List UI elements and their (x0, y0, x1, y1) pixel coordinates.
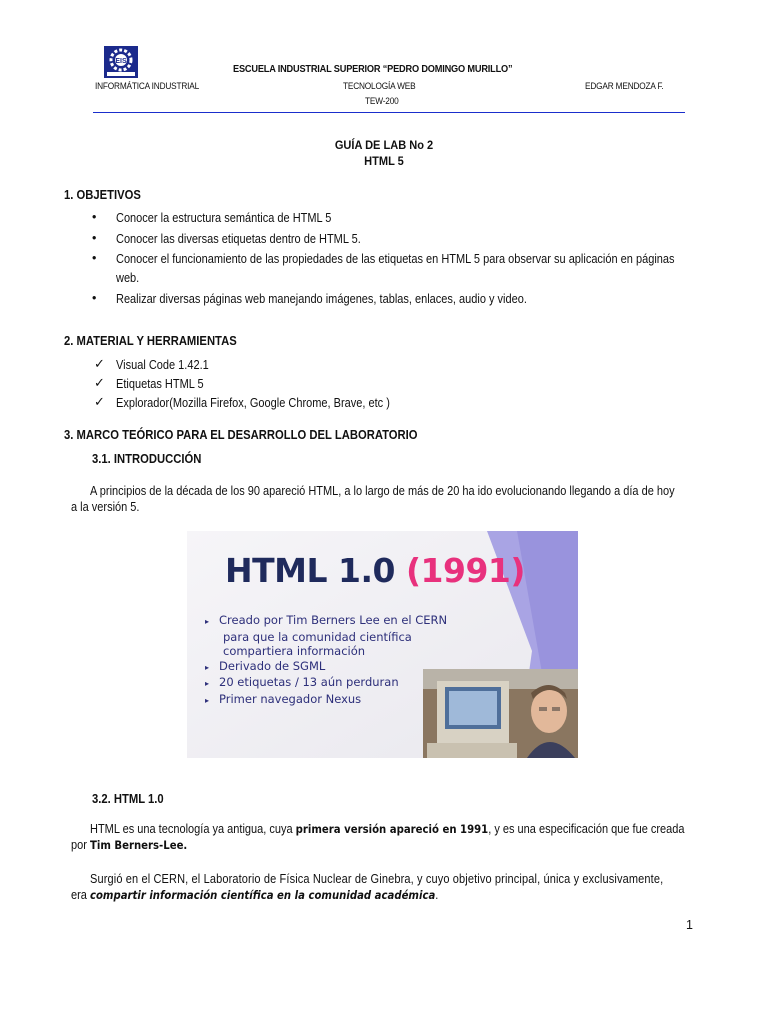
html10-heading: 3.2. HTML 1.0 (92, 792, 164, 806)
material-item: Etiquetas HTML 5 (116, 377, 204, 391)
bullet-dot: • (92, 210, 97, 224)
doc-subtitle: HTML 5 (364, 154, 404, 168)
html10-paragraph2-line2: era compartir información científica en la comunidad académica. (71, 888, 439, 902)
slide-bullet: ▸ Creado por Tim Berners Lee en el CERN (205, 613, 448, 627)
bold-italic-purpose: compartir información científica en la comunidad académica (89, 888, 436, 902)
slide-bullet: ▸ 20 etiquetas / 13 aún perduran (205, 675, 399, 689)
objective-item: Conocer las diversas etiquetas dentro de HTML 5. (116, 232, 361, 246)
header-school: ESCUELA INDUSTRIAL SUPERIOR “PEDRO DOMINGO MURILLO” (233, 64, 513, 75)
objective-item: Conocer el funcionamiento de las propiedades de las etiquetas en HTML 5 para observar su aplicación en páginas (116, 252, 675, 266)
header-code: TEW-200 (365, 96, 399, 106)
bold-author: Tim Berners-Lee. (89, 838, 188, 852)
doc-title: GUÍA DE LAB No 2 (334, 138, 434, 152)
bullet-dot: • (92, 251, 97, 265)
objective-item: Realizar diversas páginas web manejando imágenes, tablas, enlaces, audio y video. (116, 292, 527, 306)
material-item: Explorador(Mozilla Firefox, Google Chrome, Brave, etc ) (116, 396, 390, 410)
slide-title-text: HTML 1.0 (225, 551, 395, 590)
materials-heading: 2. MATERIAL Y HERRAMIENTAS (64, 334, 237, 348)
school-logo (104, 46, 138, 78)
objective-item: Conocer la estructura semántica de HTML 5 (116, 211, 332, 225)
theory-heading: 3. MARCO TEÓRICO PARA EL DESARROLLO DEL LABORATORIO (64, 428, 418, 442)
svg-text:EIS: EIS (115, 58, 127, 65)
intro-heading: 3.1. INTRODUCCIÓN (92, 452, 202, 466)
slide-bullet: ▸ Derivado de SGML (205, 658, 326, 673)
bold-first-version: primera versión apareció en 1991 (295, 822, 489, 836)
objectives-heading: 1. OBJETIVOS (64, 188, 141, 202)
slide-year: (1991) (405, 551, 525, 590)
html10-paragraph1-line1: HTML es una tecnología ya antigua, cuya primera versión apareció en 1991, y es una especificación que fue creada (90, 822, 685, 836)
header-department: INFORMÁTICA INDUSTRIAL (95, 81, 200, 91)
intro-paragraph-line2: a la versión 5. (71, 500, 140, 514)
bullet-dot: • (92, 231, 97, 245)
slide-bullet: ▸ Primer navegador Nexus (205, 691, 362, 706)
check-icon: ✓ (94, 394, 105, 409)
objective-item-continued: web. (116, 271, 140, 285)
material-item: Visual Code 1.42.1 (116, 358, 209, 372)
header-course: TECNOLOGÍA WEB (343, 81, 416, 91)
html10-paragraph1-line2: por Tim Berners-Lee. (71, 838, 188, 852)
page-number: 1 (686, 918, 693, 932)
header-rule (93, 112, 685, 113)
header-author: EDGAR MENDOZA F. (585, 81, 664, 91)
bullet-dot: • (92, 291, 97, 305)
check-icon: ✓ (94, 375, 105, 390)
slide-bullet-cont: para que la comunidad científica (223, 629, 412, 644)
html-history-slide (187, 531, 578, 758)
intro-paragraph-line1: A principios de la década de los 90 apareció HTML, a lo largo de más de 20 ha ido evolucionando llegando a día de hoy (90, 484, 675, 498)
slide-title (225, 551, 525, 590)
slide-bullet-cont: compartiera información (223, 644, 366, 658)
check-icon: ✓ (94, 356, 105, 371)
slide-bullets (205, 613, 447, 708)
html10-paragraph2-line1: Surgió en el CERN, el Laboratorio de Física Nuclear de Ginebra, y cuyo objetivo principal, única y exclusivamente, (90, 872, 664, 886)
